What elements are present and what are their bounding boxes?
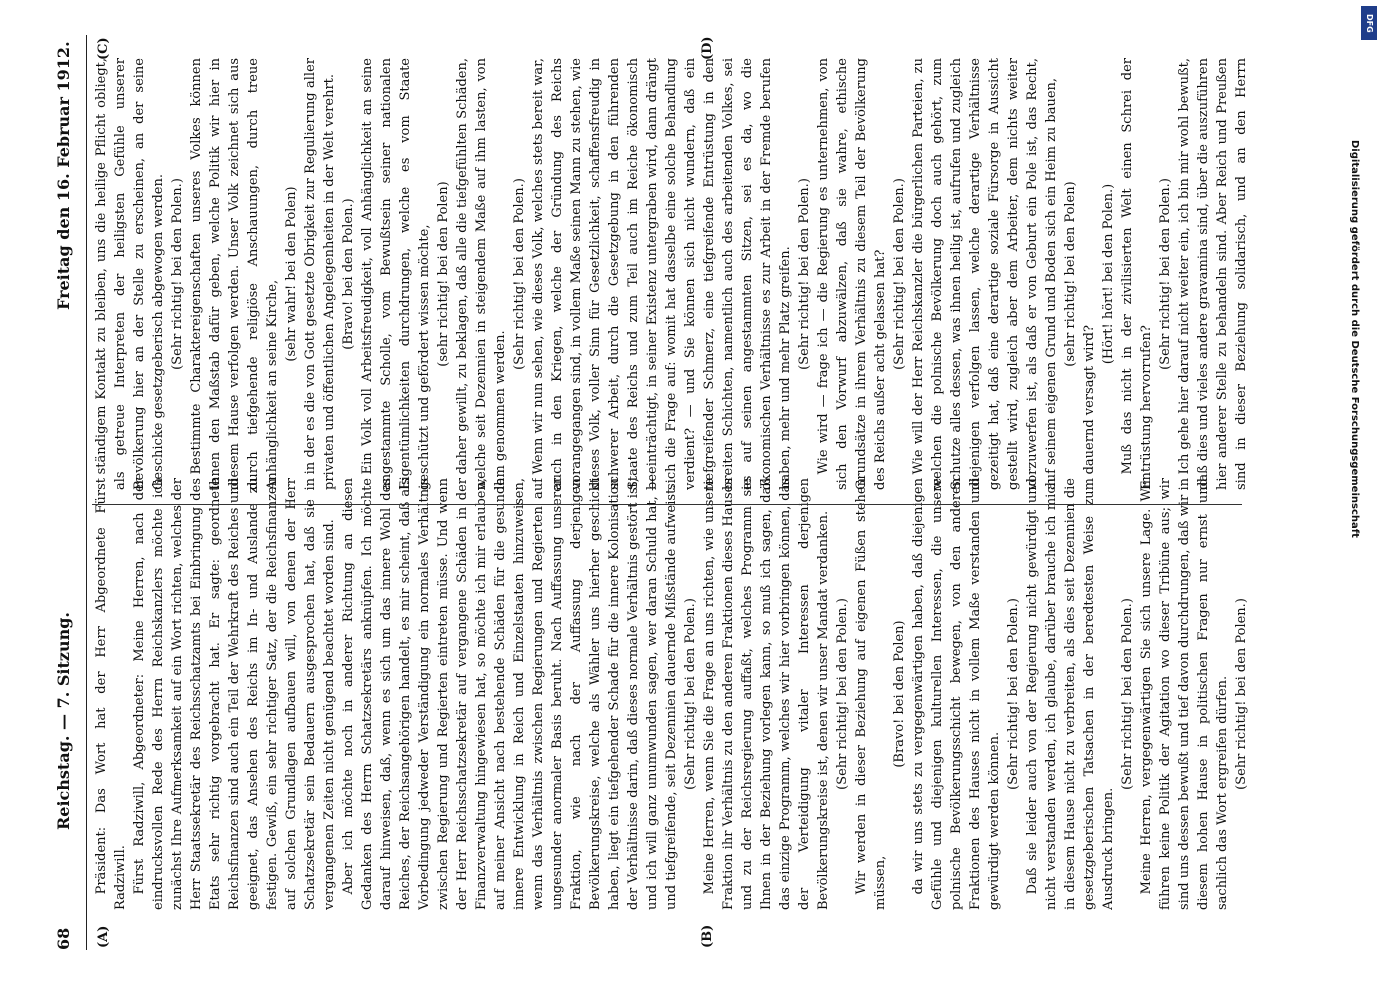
- margin-mark-c: (C): [96, 37, 111, 60]
- paragraph: Meine Herren, vergegenwärtigen Sie sich unsere Lage. Wir führen keine Politik der Agitation wo dieser Tribüne aus; wir sind uns dessen bewußt und tief davon durchdrungen, daß wir in diesem hohen Hause in politischen Fragen nur ernst und sachlich das Wort ergreifen dürfen.: [1139, 478, 1230, 910]
- interjection: (Sehr richtig! bei den Polen.): [1006, 598, 1021, 790]
- session-title: Reichstag. — 7. Sitzung.: [54, 612, 73, 830]
- digitization-credit: Digitalisierung gefördert durch die Deutsche Forschungsgemeinschaft: [1349, 140, 1360, 538]
- paragraph: ständigem Kontakt zu bleiben, uns die heilige Pflicht obliegt, als getreue Interpreten der heiligsten Gefühle unserer Bevölkerung hier an der Stelle zu erscheinen, an der seine Geschicke gesetzgeberisch abgewogen werden.: [94, 58, 166, 490]
- interjection: (Bravo! bei den Polen.): [341, 198, 356, 350]
- paragraph: Fürst Radziwill, Abgeordneter: Meine Herren, nach der eindrucksvollen Rede des Herrn Reichskanzlers möchte ich zunächst Ihre Aufmerksamkeit auf ein Wort richten, welches der Herr Staatssekretär des Reichsschatzamts bei Einbringung des Etats sehr richtig vorgebracht hat. Er sagte: geordnete Reichsfinanzen sind auch ein Teil der Wehrkraft des Reiches und geeignet, das Ansehen des Reichs im In- und Auslande zu festigen. Gewiß, ein sehr richtiger Satz, der die Reichsfinanzen auf solchen Grundlagen aufbauen will, von denen der Herr Schatzsekretär sein Bedauern ausgesprochen hat, daß sie in vergangenen Zeiten nicht genügend beachtet worden sind.: [132, 478, 337, 910]
- interjection: (Sehr richtig! bei den Polen.): [1158, 178, 1173, 370]
- interjection: (sehr richtig! bei den Polen): [1063, 181, 1078, 367]
- interjection: (Sehr richtig! bei den Polen.): [1120, 598, 1135, 790]
- paragraph: Aber ich möchte noch in anderer Richtung an diesen Gedanken des Herrn Schatzsekretärs anknüpfen. Ich möchte darauf hinweisen, daß, wenn es sich um das innere Wohl des Reiches, der Reichsangehörigen handelt, es mir scheint, daß als Vorbedingung jedweder Verständigung ein normales Verhältnis zwischen Regierung und Regierten eintreten müsse. Und wenn der Herr Reichsschatzsekretär auf vergangene Schäden in der Finanzverwaltung hingewiesen hat, so möchte ich mir erlauben, auf meiner Ansicht nach bestehende Schäden für die gesunde innere Entwicklung in Reich und Einzelstaaten hinzuweisen, wenn das Verhältnis zwischen Regierungen und Regierten auf ungesunder anormaler Basis beruht. Nach Auffassung unserer Fraktion, wie nach der Auffassung derjenigen Bevölkerungskreise, welche als Wähler uns hierher geschickt haben, liegt ein tiefgehender Schade für die innere Kolonisation der Verhältnisse darin, daß dieses normale Verhältnis gestört ist, und ich will ganz unumwunden sagen, wer daran Schuld hat, — und tiefgreifende, seit Dezennien dauernde Mißstände aufweist.: [341, 478, 679, 910]
- paragraph: [1251, 478, 1252, 910]
- paragraph: Wir werden in dieser Beziehung auf eigenen Füßen stehen müssen,: [854, 478, 888, 910]
- session-date: Freitag den 16. Februar 1912.: [54, 41, 73, 310]
- interjection: (Sehr richtig! bei den Polen.): [835, 598, 850, 790]
- page-number: 68: [54, 927, 73, 950]
- paragraph: Daß sie leider auch von der Regierung nicht gewürdigt und nicht verstanden werden, ich glaube, darüber brauche ich mich in diesem Hause nicht zu verbreiten, als dies seit Dezennien die gesetzgeberischen Tatsachen in der beredtesten Weise zum Ausdruck bringen.: [1025, 478, 1116, 910]
- interjection: (Sehr richtig! bei den Polen.): [512, 178, 527, 370]
- margin-mark-b: (B): [700, 924, 715, 948]
- left-column: [92, 478, 1252, 910]
- interjection: (sehr wahr! bei den Polen): [284, 186, 299, 362]
- paragraph: Präsident: Das Wort hat der Herr Abgeordnete Fürst Radziwill.: [94, 478, 128, 910]
- interjection: (Sehr richtig! bei den Polen.): [797, 178, 812, 370]
- dfg-logo: DFG: [1361, 6, 1377, 40]
- paragraph: da wir uns stets zu vergegenwärtigen haben, daß diejenigen Gefühle und diejenigen kulturellen Interessen, die unsere polnische Bevölkerungsschicht bewegen, von den anderen Fraktionen des Hauses nicht in vollem Maße verstanden und gewürdigt werden können.: [911, 478, 1002, 910]
- interjection: (Sehr richtig! bei den Polen.): [892, 178, 907, 370]
- paragraph: Ein Volk voll Arbeitsfreudigkeit, voll Anhänglichkeit an seine angestammte Scholle, vom Bewußtsein seiner nationalen Eigentümlichkeiten durchdrungen, welche es vom Staate geschützt und gefördert wissen möchte,: [360, 58, 432, 490]
- interjection: (Bravo! bei den Polen): [892, 620, 907, 768]
- paragraph: Bestimmte Charaktereigenschaften unseres Volkes können Ihnen den Maßstab dafür geben, welche Politik wir hier in diesem Hause verfolgen werden. Unser Volk zeichnet sich aus durch tiefgehende religiöse Anschauungen, durch treue Anhänglichkeit an seine Kirche,: [189, 58, 280, 490]
- paragraph: in der es die von Gott gesetzte Obrigkeit zur Regulierung aller privaten und öffentlichen Angelegenheiten in der Welt verehrt.: [303, 58, 337, 490]
- paragraph: Ich gehe hier darauf nicht weiter ein, ich bin mir wohl bewußt, daß dies und vieles andere gravamina sind, über die auszuführen hier anderer Stelle zu behandeln sind. Aber Reich und Preußen sind in dieser Beziehung solidarisch, und an den Herrn: [1177, 58, 1249, 490]
- margin-mark-d: (D): [700, 36, 715, 60]
- interjection: (Sehr richtig! bei den Polen.): [1234, 598, 1249, 790]
- paragraph: Meine Herren, wenn Sie die Frage an uns richten, wie unsere Fraktion ihr Verhältnis zu den anderen Fraktionen dieses Hauses und zu der Reichsregierung auffaßt, welches Programm sie Ihnen in der Beziehung vorlegen kann, so muß ich sagen, daß das einzige Programm, welches wir hier vorbringen können, das der Verteidigung vitaler Interessen derjenigen Bevölkerungskreise ist, denen wir unser Mandat verdanken.: [702, 478, 831, 910]
- paragraph: Wie will der Herr Reichskanzler die bürgerlichen Parteien, zu welchen die polnische Bevölkerung doch auch gehört, zum Schutze alles dessen, was ihnen heilig ist, aufrufen und zugleich diejenigen verfolgen lassen, welche derartige Verhältnisse gezeitigt hat, daß eine derartige soziale Fürsorge in Aussicht gestellt wird, zugleich aber dem Arbeiter, dem nichts weiter vorzuwerfen ist, als daß er von Geburt ein Pole ist, das Recht, auf seinem eigenen Grund und Boden sich ein Heim zu bauen,: [911, 58, 1059, 490]
- header-rule: [86, 35, 87, 950]
- interjection: (Sehr richtig! bei den Polen.): [170, 178, 185, 370]
- paragraph: Muß das nicht in der zivilisierten Welt einen Schrei der Entrüstung hervorrufen?: [1120, 58, 1154, 490]
- page-header: [48, 35, 82, 950]
- paragraph: dauernd versagt wird?: [1082, 325, 1097, 475]
- column-divider: [92, 504, 1242, 505]
- interjection: (Sehr richtig! bei den Polen.): [683, 598, 698, 790]
- interjection: (Hört! hört! bei den Polen.): [1101, 183, 1116, 365]
- paragraph: Wenn wir nun sehen, wie dieses Volk, welches stets bereit war, auch in den Kriegen, welche der Gründung des Reichs vorangegangen sind, in vollem Maße seinen Mann zu stehen, wie dieses Volk, voller Sinn für Gesetzlichkeit, schaffensfreudig in schwerer Arbeit, durch die Gesetzgebung in den führenden Staate des Reichs und zum Teil auch im Reiche ökonomisch beeinträchtigt, in seiner Existenz untergraben wird, dann drängt sich die Frage auf: womit hat dasselbe eine solche Behandlung verdient? — und Sie können sich nicht wundern, daß ein tiefgreifender Schmerz, eine tiefgreifende Entrüstung in den breiten Schichten, namentlich auch des arbeitenden Volkes, sei es auf seinen angestammten Sitzen, sei es da, wo die ökonomischen Verhältnisse es zur Arbeit in der Fremde berufen haben, mehr und mehr Platz greifen.: [531, 58, 793, 490]
- paragraph: Wie wird — frage ich — die Regierung es unternehmen, von sich den Vorwurf abzuwälzen, daß sie wahre, ethische Grundsätze in ihrem Verhältnis zu diesem Teil der Bevölkerung des Reichs außer acht gelassen hat?: [816, 58, 888, 490]
- margin-mark-a: (A): [96, 925, 111, 948]
- paragraph: daher gewillt, zu beklagen, daß alle die tiefgefühlten Schäden, welche seit Dezennien in steigendem Maße auf ihm lasten, von ihm genommen werden.: [455, 58, 508, 490]
- interjection: (sehr richtig! bei den Polen): [436, 181, 451, 367]
- right-column: [92, 58, 1252, 490]
